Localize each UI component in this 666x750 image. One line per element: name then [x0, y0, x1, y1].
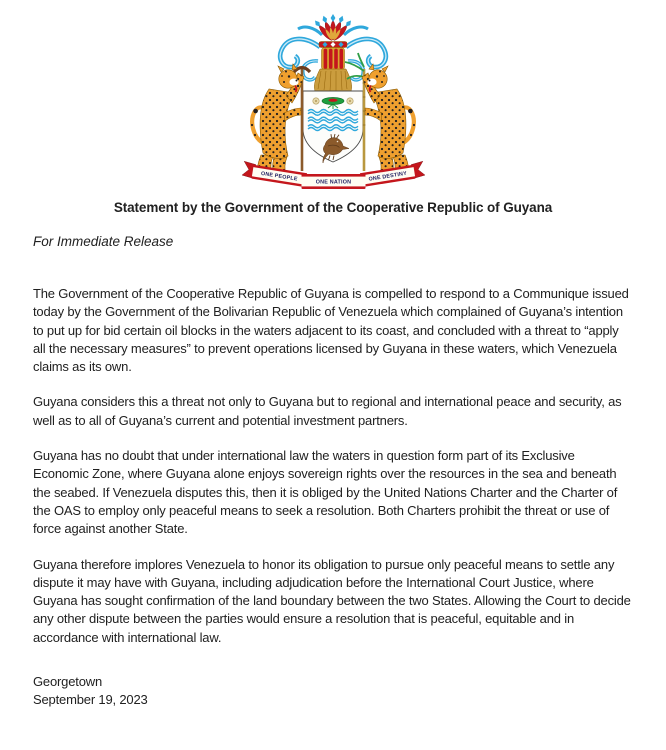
dateline: [33, 673, 633, 710]
cacique-crown-icon: [313, 14, 353, 91]
paragraph-1: The Government of the Cooperative Republic of Guyana is compelled to respond to a Communique issued today by the Government of the Bolivarian Republic of Venezuela which complained of Guyana’s intention to put up for bid certain oil blocks in the waters adjacent to its coast, and concluded with a threat to “apply all the necessary measures” to prevent operations licensed by Guyana in these waters, which Venezuela claims as its own.: [33, 286, 629, 375]
paragraph-3: Guyana has no doubt that under international law the waters in question form part of its Exclusive Economic Zone, where Guyana alone enjoys sovereign rights over the resources in the sea and beneath the seabed. If Venezuela disputes this, then it is obliged by the United Nations Charter and the Charter of the OAS to employ only peaceful means to seek a resolution. Both Charters prohibit the threat or use of force against another State.: [33, 448, 618, 537]
paragraph-2: Guyana considers this a threat not only to Guyana but to regional and international peace and security, as well as to all of Guyana’s current and potential investment partners.: [33, 394, 622, 428]
jaguar-left-icon: [250, 64, 309, 175]
paragraph-4: Guyana therefore implores Venezuela to honor its obligation to pursue only peaceful means to settle any dispute it may have with Guyana, including adjudication before the International Court Justice, where Guyana has sought confirmation of the land boundary between the two States. Allowing the Court to decide any other dispute between the parties would ensure a resolution that is peaceful, equitable and in accordance with international law.: [33, 556, 631, 645]
motto-left-text: ONE PEOPLE: [259, 170, 298, 183]
dateline-place: Georgetown: [33, 674, 103, 690]
shield-icon: [303, 91, 363, 163]
statement-title: Statement by the Government of the Cooperative Republic of Guyana: [113, 200, 553, 215]
dateline-date: September 19, 2023: [33, 692, 148, 708]
release-line: For Immediate Release: [33, 234, 174, 249]
guyana-coat-of-arms: [33, 0, 633, 195]
motto-center-text: ONE NATION: [315, 179, 351, 186]
guyana-coat-of-arms-icon: [233, 5, 434, 195]
motto-right-text: ONE DESTINY: [367, 170, 407, 183]
